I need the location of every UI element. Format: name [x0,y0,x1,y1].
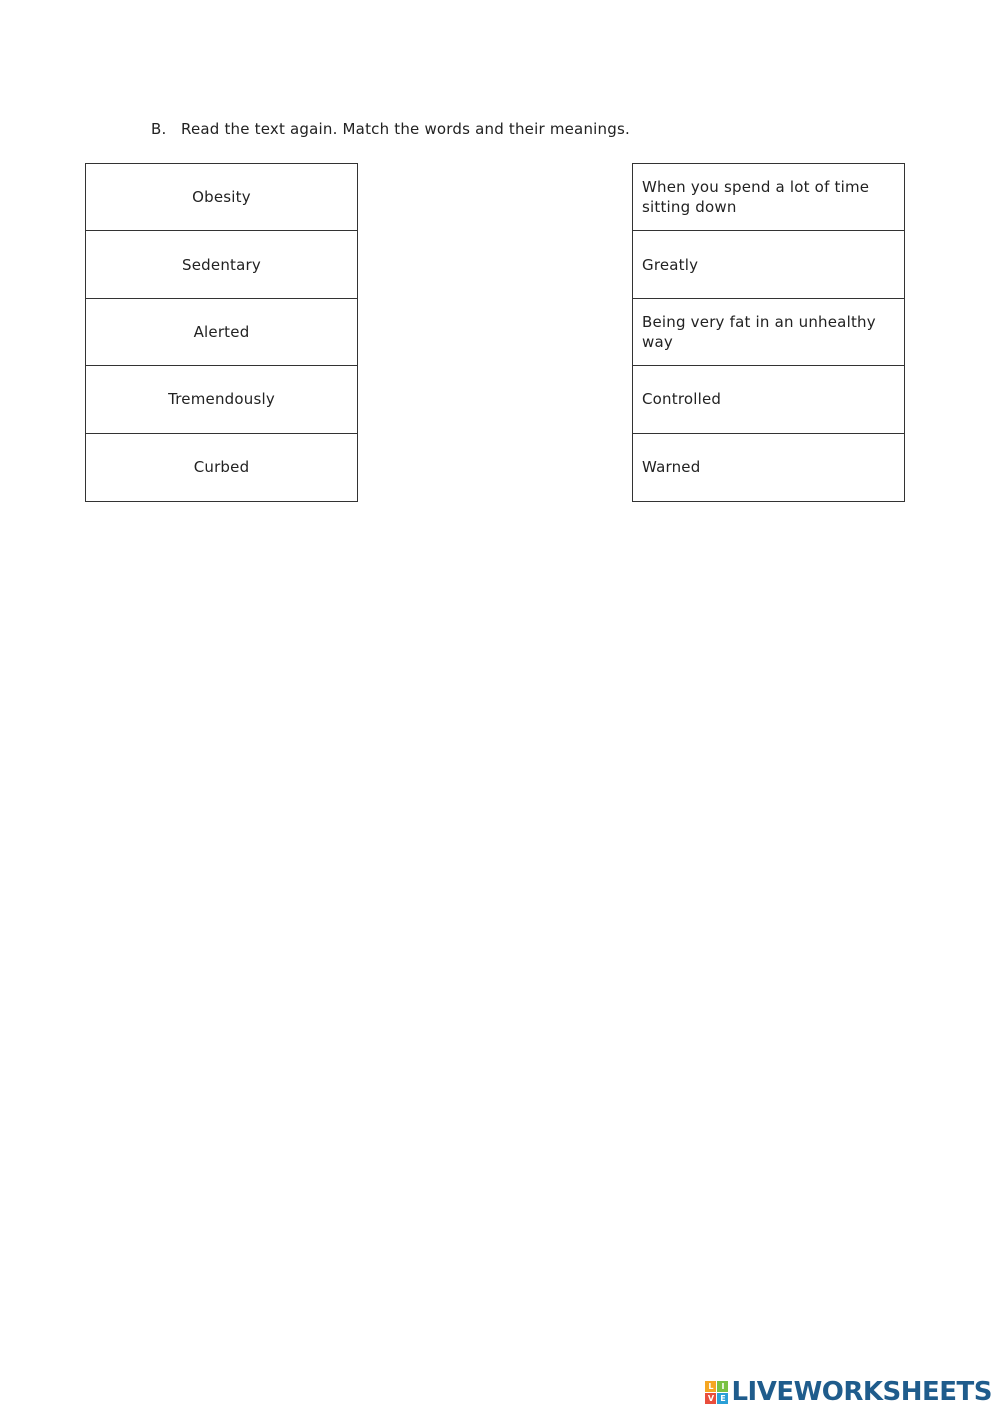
instruction-letter: B. [151,120,167,138]
logo-letter: L [705,1381,716,1392]
word-cell[interactable]: Sedentary [86,231,357,298]
meaning-cell[interactable]: Controlled [633,366,904,433]
word-cell[interactable]: Tremendously [86,366,357,433]
liveworksheets-watermark [705,1377,992,1407]
instruction-text: Read the text again. Match the words and their meanings. [181,120,630,138]
word-cell[interactable]: Curbed [193,458,250,477]
word-cell[interactable]: Alerted [86,299,357,366]
meaning-cell[interactable]: When you spend a lot of time sitting down [633,164,904,231]
logo-letter: E [717,1393,728,1404]
meaning-cell[interactable]: Greatly [633,231,904,298]
meaning-cell[interactable]: Warned [642,458,701,477]
word-cell[interactable]: Obesity [86,164,357,231]
logo-letter: I [717,1381,728,1392]
words-column [85,163,358,502]
logo-letter: V [705,1393,716,1404]
watermark-text: LIVEWORKSHEETS [731,1377,992,1407]
instruction [151,120,630,138]
meaning-cell[interactable]: Being very fat in an unhealthy way [633,299,904,366]
liveworksheets-logo-icon [705,1381,728,1404]
meanings-column [632,163,905,502]
